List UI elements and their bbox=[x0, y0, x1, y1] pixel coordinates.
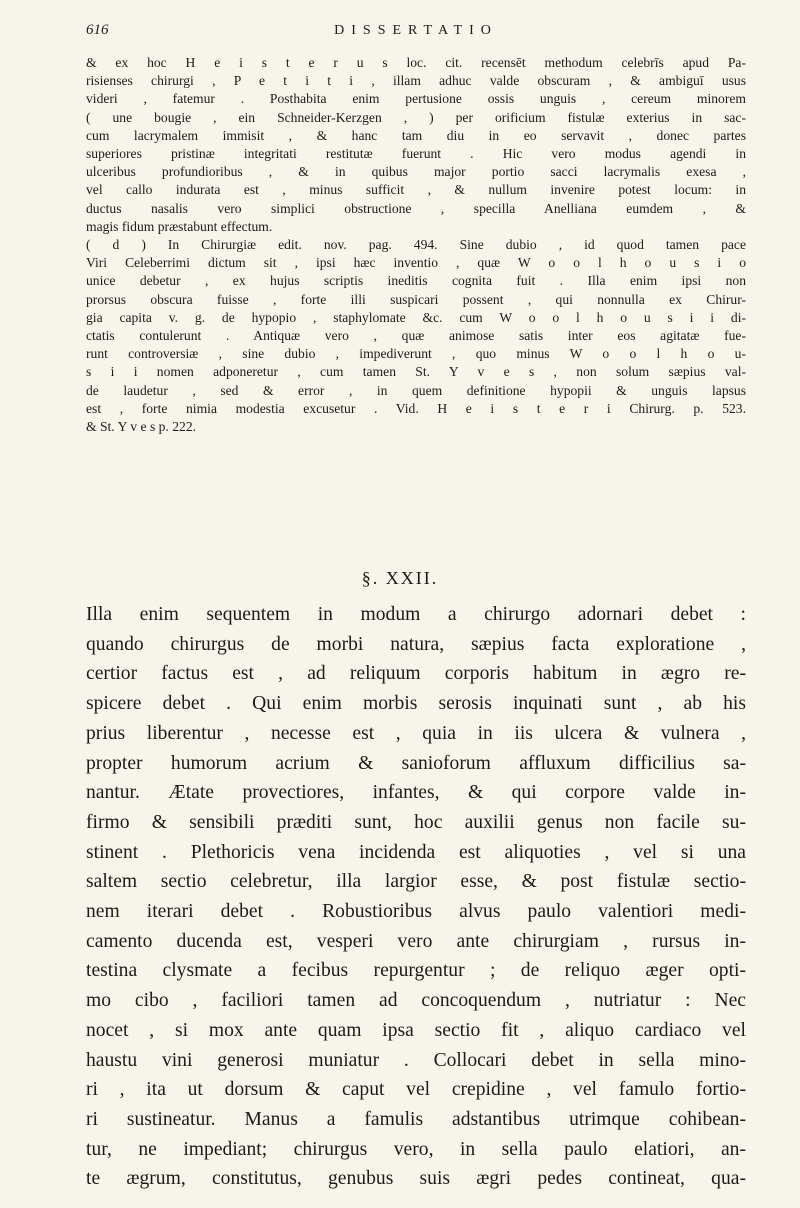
body-line: nem iterari debet . Robustioribus alvus paulo valentiori medi- bbox=[86, 901, 746, 923]
body-line: tur, ne impediant; chirurgus vero, in sella paulo elatiori, an- bbox=[86, 1138, 746, 1160]
page-number: 616 bbox=[86, 22, 109, 38]
body-line: stinent . Plethoricis vena incidenda est aliquoties , vel si una bbox=[86, 841, 746, 863]
body-line: Illa enim sequentem in modum a chirurgo adornari debet : bbox=[86, 604, 746, 625]
footnote-line: unice debetur , ex hujus scriptis ineditis cognita fuit . Illa enim ipsi non bbox=[86, 273, 746, 289]
main-text bbox=[86, 600, 746, 1194]
footnote-line: prorsus obscura fuisse , forte illi suspicari possent , qui nonnulla ex Chirur- bbox=[86, 291, 746, 307]
footnote-line: cum lacrymalem immisit , & hanc tam diu in eo servavit , donec partes bbox=[86, 127, 746, 143]
page-header bbox=[86, 22, 746, 46]
body-line: spicere debet . Qui enim morbis serosis inquinati sunt , ab his bbox=[86, 693, 746, 715]
body-line: firmo & sensibili præditi sunt, hoc auxilii genus non facile su- bbox=[86, 811, 746, 833]
body-line: te ægrum, constitutus, genubus suis ægri pedes contineat, qua- bbox=[86, 1168, 746, 1190]
footnote-line: de laudetur , sed & error , in quem definitione hypopii & unguis lapsus bbox=[86, 382, 746, 398]
running-title: DISSERTATIO bbox=[334, 23, 498, 38]
body-line: quando chirurgus de morbi natura, sæpius facta exploratione , bbox=[86, 633, 746, 655]
footnote-line: Viri Celeberrimi dictum sit , ipsi hæc inventio , quæ W o o l h o u s i o bbox=[86, 255, 746, 271]
footnote-line: runt controversiæ , sine dubio , impediverunt , quo minus W o o l h o u- bbox=[86, 346, 746, 362]
body-line: nocet , si mox ante quam ipsa sectio fit , aliquo cardiaco vel bbox=[86, 1019, 746, 1041]
body-line: ri sustineatur. Manus a famulis adstantibus utrimque cohibean- bbox=[86, 1108, 746, 1130]
body-line: certior factus est , ad reliquum corporis habitum in ægro re- bbox=[86, 663, 746, 685]
body-line: nantur. Ætate provectiores, infantes, & qui corpore valde in- bbox=[86, 782, 746, 804]
body-line: mo cibo , faciliori tamen ad concoquendum , nutriatur : Nec bbox=[86, 990, 746, 1012]
footnote-line: vel callo indurata est , minus sufficit , & nullum invenire potest locum: in bbox=[86, 182, 746, 198]
footnote-line: ductus nasalis vero simplici obstructione , specilla Anelliana eumdem , & bbox=[86, 200, 746, 216]
footnote-line: ulceribus profundioribus , & in quibus major portio sacci lacrymalis exesa , bbox=[86, 164, 746, 180]
footnote-line: ( d ) In Chirurgiæ edit. nov. pag. 494. Sine dubio , id quod tamen pace bbox=[86, 237, 746, 253]
footnote-line: ( une bougie , ein Schneider-Kerzgen , ) per orificium fistulæ exterius in sac- bbox=[86, 109, 746, 125]
footnote-line: magis fidum præstabunt effectum. bbox=[86, 218, 273, 234]
footnote-line: & ex hoc H e i s t e r u s loc. cit. recensēt methodum celebrīs apud Pa- bbox=[86, 55, 746, 70]
section-heading: §. XXII. bbox=[361, 568, 439, 588]
body-line: testina clysmate a fecibus repurgentur ; de reliquo æger opti- bbox=[86, 960, 746, 982]
footnote-line: risienses chirurgi , P e t i t i , illam adhuc valde obscuram , & ambiguī usus bbox=[86, 73, 746, 89]
footnote-line: gia capita v. g. de hypopio , staphylomate &c. cum W o o l h o u s i i di- bbox=[86, 309, 746, 325]
body-line: saltem sectio celebretur, illa largior esse, & post fistulæ sectio- bbox=[86, 871, 746, 893]
footnote-line: & St. Y v e s p. 222. bbox=[86, 419, 197, 435]
footnotes bbox=[86, 54, 746, 436]
footnote-line: s i i nomen adponeretur , cum tamen St. Y v e s , non solum sæpius val- bbox=[86, 364, 746, 380]
footnote-line: superiores pristinæ integritati restitutæ fuerunt . Hic vero modus agendi in bbox=[86, 146, 746, 162]
footnote-line: videri , fatemur . Posthabita enim pertusione ossis unguis , cereum minorem bbox=[86, 91, 746, 107]
footnote-line: est , forte nimia modestia excusetur . Vid. H e i s t e r i Chirurg. p. 523. bbox=[86, 400, 746, 416]
body-line: propter humorum acrium & sanioforum affluxum difficilius sa- bbox=[86, 752, 746, 774]
footnote-line: ctatis contulerunt . Antiquæ vero , quæ animose satis inter eos agitatæ fue- bbox=[86, 328, 746, 344]
body-line: camento ducenda est, vesperi vero ante chirurgiam , rursus in- bbox=[86, 930, 746, 952]
body-line: ri , ita ut dorsum & caput vel crepidine , vel famulo fortio- bbox=[86, 1079, 746, 1101]
body-line: haustu vini generosi muniatur . Collocari debet in sella mino- bbox=[86, 1049, 746, 1071]
body-line: prius liberentur , necesse est , quia in iis ulcera & vulnera , bbox=[86, 722, 746, 744]
